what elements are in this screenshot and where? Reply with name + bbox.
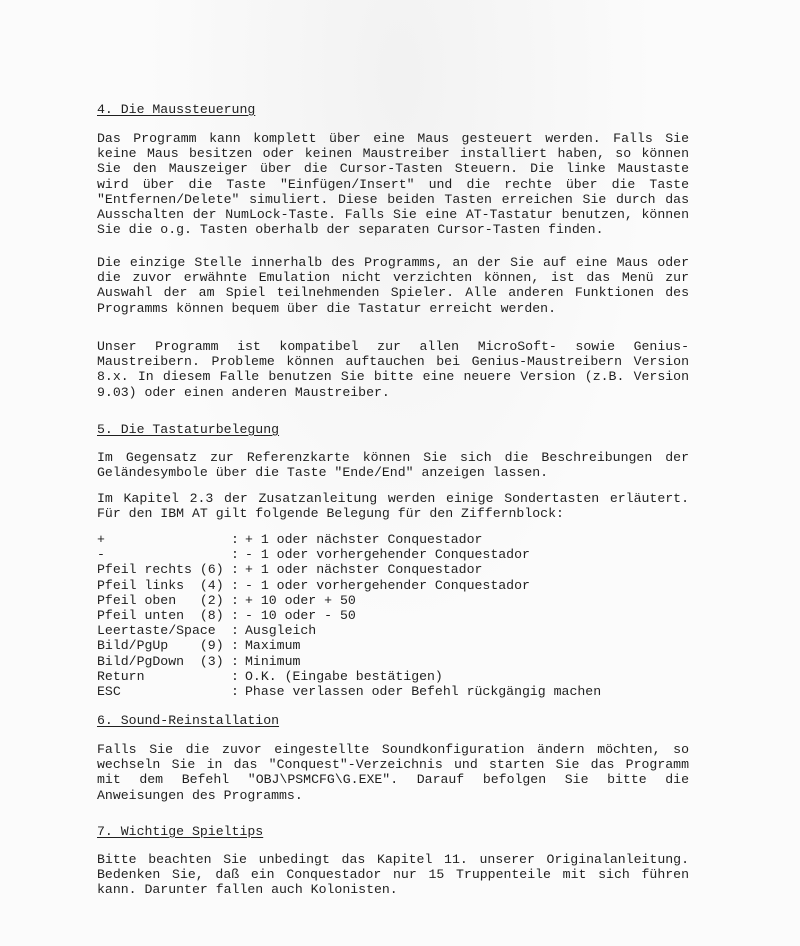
key-assignment-list xyxy=(97,532,697,699)
key-row: Bild/PgDown (3) : Minimum xyxy=(97,653,301,669)
key-description: - 1 oder vorhergehender Conquestador xyxy=(245,577,530,593)
key-name: Leertaste/Space xyxy=(97,623,216,639)
key-row: ESC : Phase verlassen oder Befehl rückgängig machen xyxy=(97,683,602,699)
key-row: - : - 1 oder vorhergehender Conquestador xyxy=(97,547,530,563)
paragraph-tastatur-2: Im Kapitel 2.3 der Zusatzanleitung werden einige Sondertasten erläutert. Für den IBM AT gilt folgende Belegung für den Ziffernblock: xyxy=(97,491,689,522)
key-name: Pfeil links (4) xyxy=(97,577,224,593)
key-name: + xyxy=(97,532,105,547)
key-name: ESC xyxy=(97,683,121,699)
key-description: Minimum xyxy=(245,653,301,669)
key-description: + 1 oder nächster Conquestador xyxy=(245,532,483,547)
key-row: Pfeil oben (2) : + 10 oder + 50 xyxy=(97,592,356,608)
section-heading-spieltips: 7. Wichtige Spieltips xyxy=(97,824,264,839)
key-description: Maximum xyxy=(245,638,301,654)
key-name: - xyxy=(97,547,105,563)
key-description: + 1 oder nächster Conquestador xyxy=(245,562,483,578)
section-heading-maussteuerung: 4. Die Maussteuerung xyxy=(97,102,256,117)
key-description: Phase verlassen oder Befehl rückgängig machen xyxy=(245,683,602,699)
key-row: Pfeil unten (8) : - 10 oder - 50 xyxy=(97,607,356,623)
key-description: + 10 oder + 50 xyxy=(245,592,356,608)
paragraph-maus-3: Unser Programm ist kompatibel zur allen MicroSoft- sowie Genius-Maustreibern. Probleme können auftauchen bei Genius-Maustreibern Version 8.x. In diesem Falle benutzen Sie bitte eine neuere Version (z.B. Version 9.03) oder einen anderen Maustreiber. xyxy=(97,339,689,400)
key-description: - 10 oder - 50 xyxy=(245,607,356,623)
paragraph-tastatur-1: Im Gegensatz zur Referenzkarte können Sie sich die Beschreibungen der Geländesymbole über die Taste "Ende/End" anzeigen lassen. xyxy=(97,450,689,481)
section-heading-tastaturbelegung: 5. Die Tastaturbelegung xyxy=(97,422,280,437)
key-name: Bild/PgUp (9) xyxy=(97,638,224,654)
paragraph-maus-2: Die einzige Stelle innerhalb des Programms, an der Sie auf eine Maus oder die zuvor erwähnte Emulation nicht verzichten können, ist das Menü zur Auswahl der am Spiel teilnehmenden Spieler. Alle anderen Funktionen des Programms können bequem über die Tastatur erreicht werden. xyxy=(97,255,689,316)
key-row: Leertaste/Space : Ausgleich xyxy=(97,623,317,639)
key-description: - 1 oder vorhergehender Conquestador xyxy=(245,547,530,563)
key-row: Pfeil rechts (6) : + 1 oder nächster Conquestador xyxy=(97,562,483,578)
paragraph-sound-1: Falls Sie die zuvor eingestellte Soundkonfiguration ändern möchten, so wechseln Sie in das "Conquest"-Verzeichnis und starten Sie das Programm mit dem Befehl "OBJ\PSMCFG\G.EXE". Darauf befolgen Sie bitte die Anweisungen des Programms. xyxy=(97,742,689,803)
section-heading-sound-reinstallation: 6. Sound-Reinstallation xyxy=(97,713,280,728)
key-name: Pfeil unten (8) xyxy=(97,607,224,623)
key-description: Ausgleich xyxy=(245,623,317,639)
key-row: Pfeil links (4) : - 1 oder vorhergehender Conquestador xyxy=(97,577,530,593)
key-name: Bild/PgDown (3) xyxy=(97,653,224,669)
key-row: Bild/PgUp (9) : Maximum xyxy=(97,638,301,654)
key-row: Return : O.K. (Eingabe bestätigen) xyxy=(97,668,443,684)
key-row: + : + 1 oder nächster Conquestador xyxy=(97,532,483,547)
key-name: Pfeil rechts (6) xyxy=(97,562,224,578)
key-name: Pfeil oben (2) xyxy=(97,592,224,608)
paragraph-maus-1: Das Programm kann komplett über eine Maus gesteuert werden. Falls Sie keine Maus besitzen oder keinen Maustreiber installiert haben, so können Sie den Mauszeiger über die Cursor-Tasten Steuern. Die linke Maustaste wird über die Taste "Einfügen/Insert" und die rechte über die Taste "Entfernen/Delete" simuliert. Diese beiden Tasten erreichen Sie durch das Ausschalten der NumLock-Taste. Falls Sie eine AT-Tastatur benutzen, können Sie die o.g. Tasten oberhalb der separaten Cursor-Tasten finden. xyxy=(97,131,689,238)
key-name: Return xyxy=(97,668,145,684)
key-description: O.K. (Eingabe bestätigen) xyxy=(245,668,443,684)
paragraph-tips-1: Bitte beachten Sie unbedingt das Kapitel 11. unserer Originalanleitung. Bedenken Sie, daß ein Conquestador nur 15 Truppenteile mit sich führen kann. Darunter fallen auch Kolonisten. xyxy=(97,852,689,898)
